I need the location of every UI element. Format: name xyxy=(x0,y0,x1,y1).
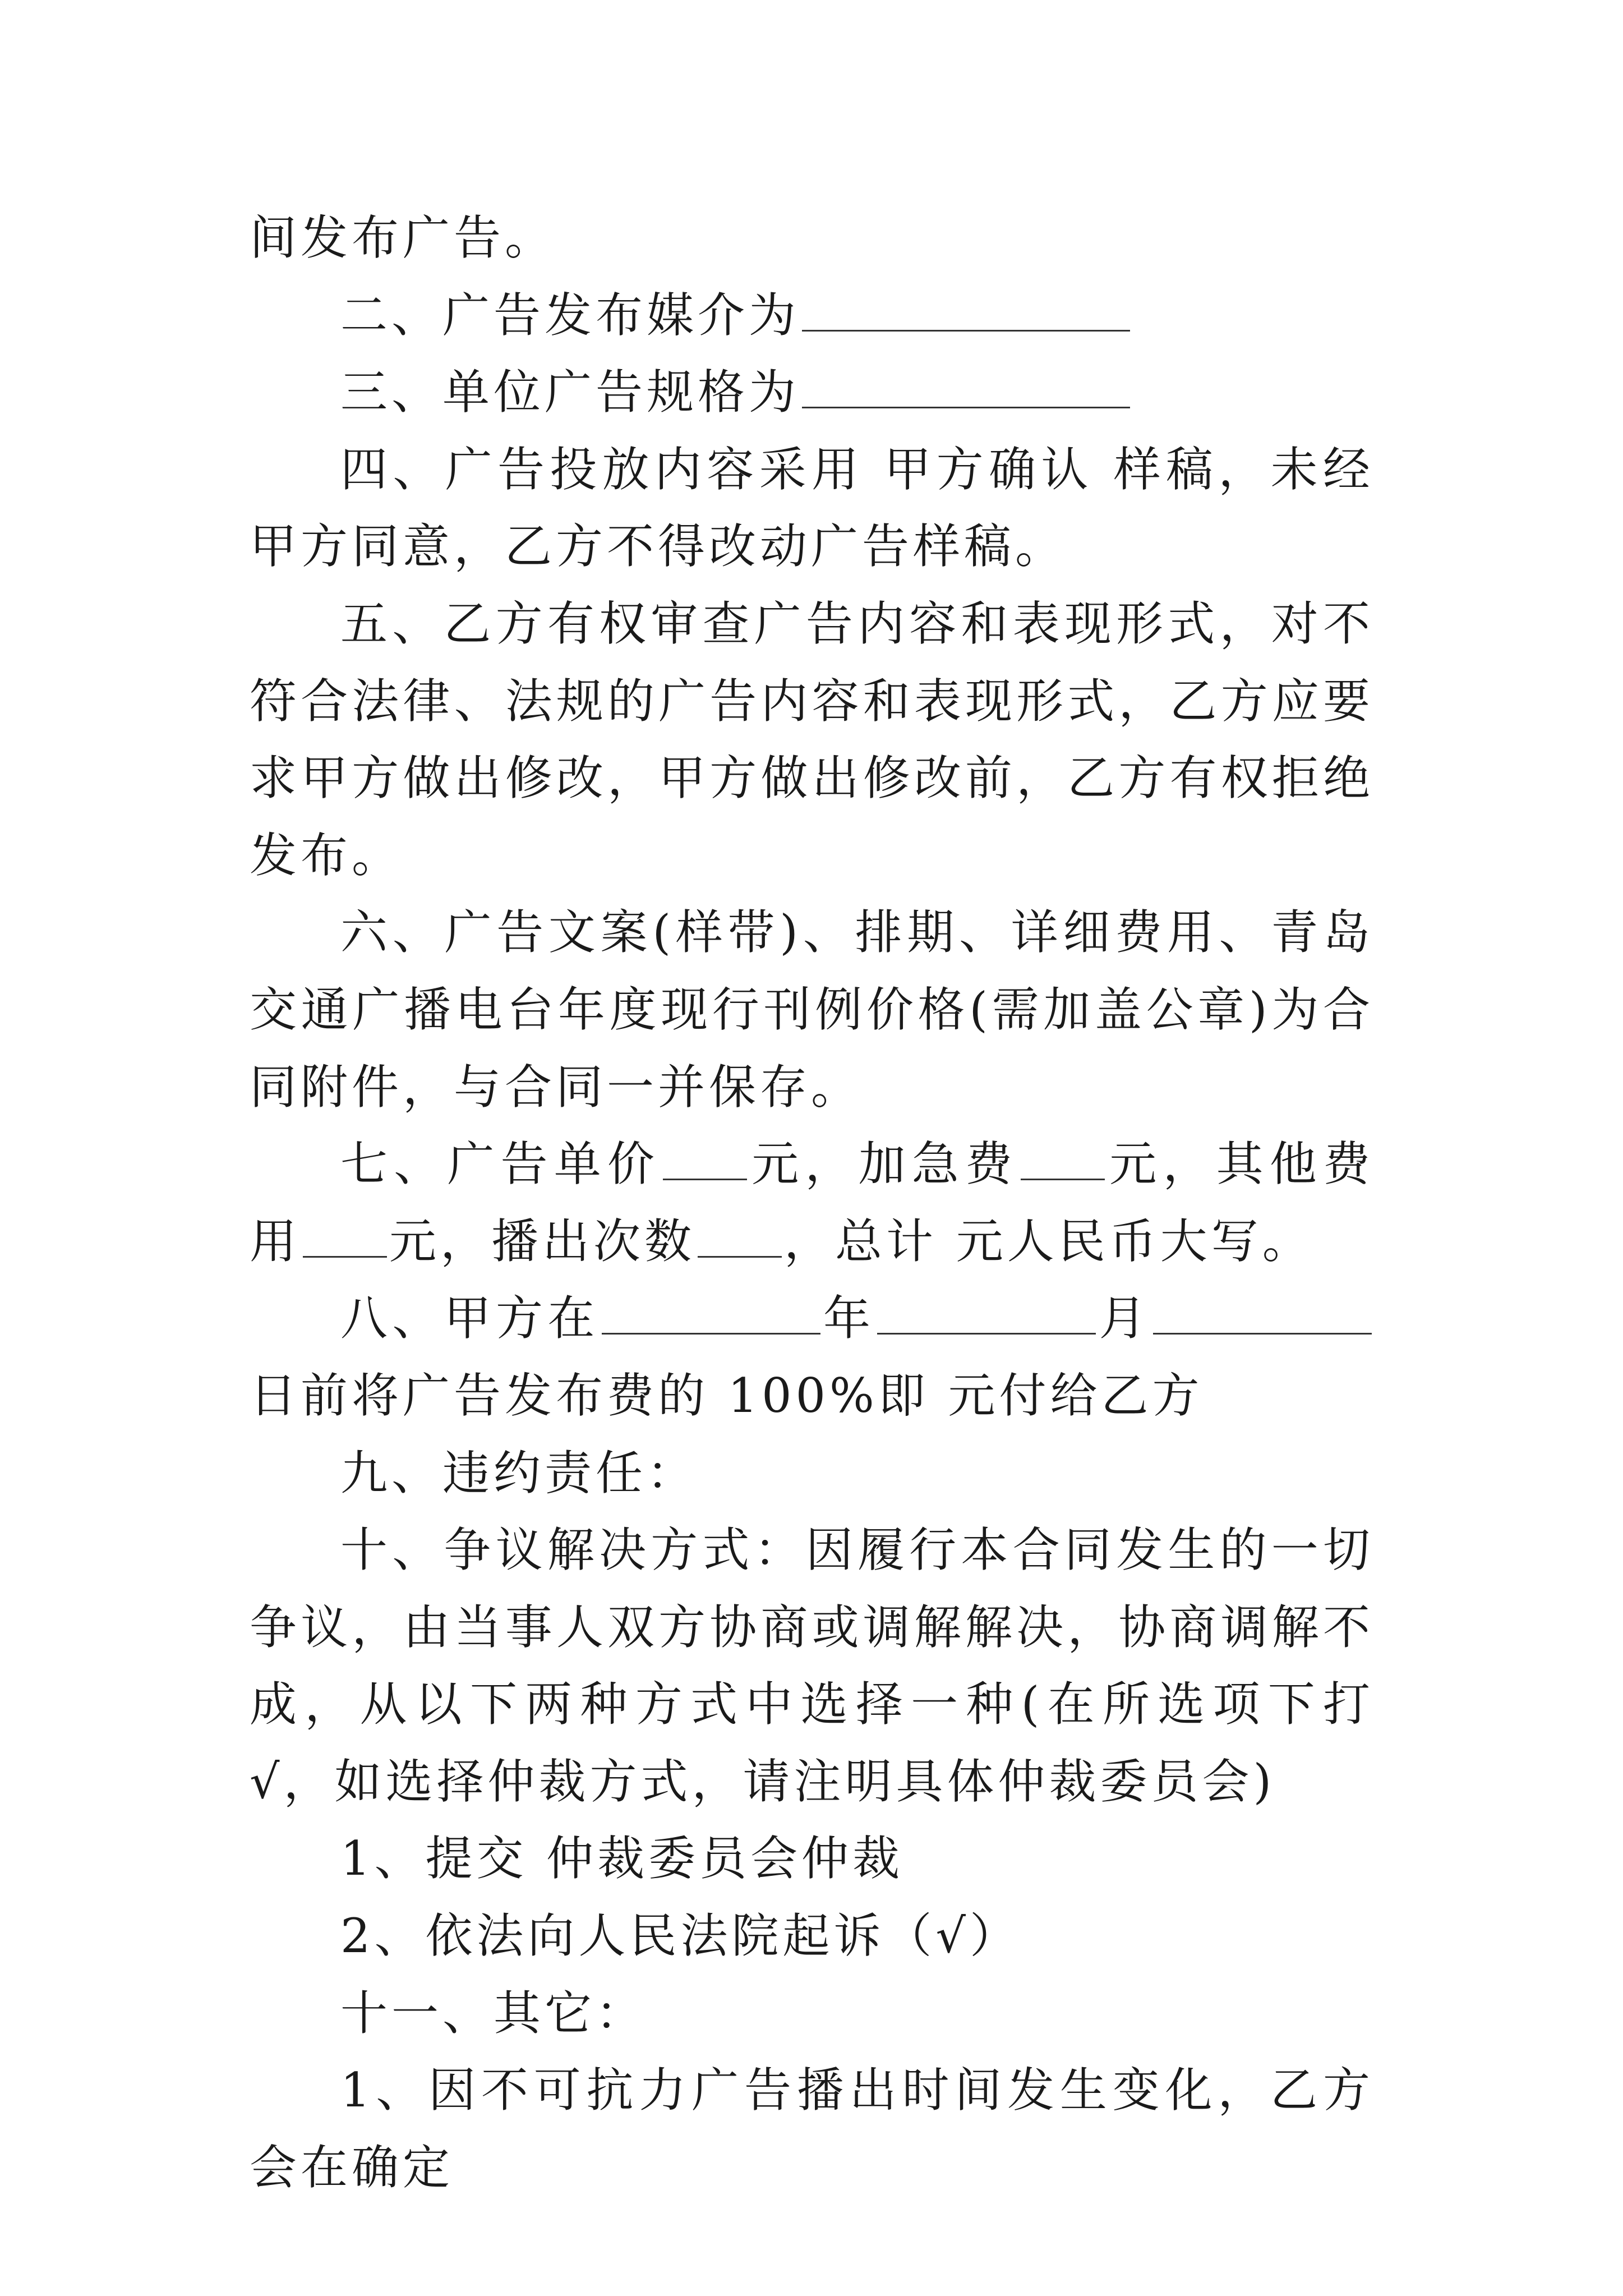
clause-2-media xyxy=(250,277,1374,355)
clause-3-text: 三、单位广告规格为 xyxy=(340,365,800,420)
year-blank xyxy=(602,1288,820,1335)
clause-8-payment xyxy=(250,1280,1374,1434)
play-count-blank xyxy=(698,1211,782,1258)
other-item-1: 1、因不可抗力广告播出时间发生变化，乙方会在确定 xyxy=(250,2063,1374,2195)
clause-7-part-c: 元，其他费用 xyxy=(250,1137,1374,1269)
spec-blank-line xyxy=(802,362,1130,408)
rush-fee-blank xyxy=(1021,1134,1105,1180)
clause-6-attachments: 六、广告文案(样带)、排期、详细费用、青岛交通广播电台年度现行刊例价格(需加盖公章)为合同附件，与合同一并保存。 xyxy=(250,905,1374,1115)
clause-8-part-d: 日前将广告发布费的 100%即 元付给乙方 xyxy=(250,1368,1204,1423)
clause-7-part-a: 七、广告单价 xyxy=(340,1137,661,1192)
other-fee-blank xyxy=(303,1211,387,1258)
dispute-option-1: 1、提交 仲裁委员会仲裁 xyxy=(340,1831,904,1887)
dispute-option-2: 2、依法向人民法院起诉（√） xyxy=(340,1908,1021,1964)
clause-2-text: 二、广告发布媒介为 xyxy=(340,287,800,343)
clause-9-liability: 九、违约责任： xyxy=(340,1445,698,1501)
clause-8-part-a: 八、甲方在 xyxy=(340,1291,600,1346)
clause-10-dispute: 十、争议解决方式：因履行本合同发生的一切争议，由当事人双方协商或调解解决，协商调解不成，从以下两种方式中选择一种(在所选项下打 √，如选择仲裁方式，请注明具体仲裁委员会) xyxy=(250,1522,1374,1809)
media-blank-line xyxy=(802,285,1130,332)
clause-7-part-e: ，总计 元人民币大写。 xyxy=(784,1213,1313,1269)
clause-7-part-b: 元，加急费 xyxy=(749,1137,1019,1192)
clause-4-content: 四、广告投放内容采用 甲方确认 样稿，未经甲方同意，乙方不得改动广告样稿。 xyxy=(250,441,1374,574)
clause-8-part-c: 月 xyxy=(1098,1291,1151,1346)
clause-5-review: 五、乙方有权审查广告内容和表现形式，对不符合法律、法规的广告内容和表现形式，乙方应要求甲方做出修改，甲方做出修改前，乙方有权拒绝发布。 xyxy=(250,596,1374,883)
document-body xyxy=(250,200,1374,2206)
clause-7-price xyxy=(250,1126,1374,1280)
clause-11-other: 十一、其它： xyxy=(340,1985,647,2041)
day-blank xyxy=(1153,1288,1372,1335)
paragraph-continuation: 间发布广告。 xyxy=(250,210,556,265)
clause-8-part-b: 年 xyxy=(822,1291,875,1346)
clause-3-spec xyxy=(250,354,1374,431)
month-blank xyxy=(877,1288,1096,1335)
clause-7-part-d: 元，播出次数 xyxy=(389,1213,696,1269)
unit-price-blank xyxy=(663,1134,747,1180)
